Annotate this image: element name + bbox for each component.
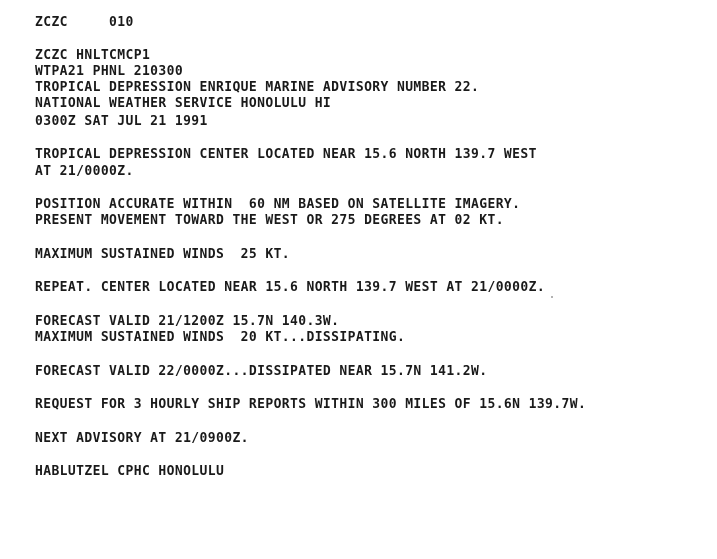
center-location-line: TROPICAL DEPRESSION CENTER LOCATED NEAR 15.6 NORTH 139.7 WEST: [35, 147, 537, 162]
repeat-center-line: REPEAT. CENTER LOCATED NEAR 15.6 NORTH 139.7 WEST AT 21/0000Z.: [35, 280, 546, 295]
present-movement-line: PRESENT MOVEMENT TOWARD THE WEST OR 275 DEGREES AT 02 KT.: [35, 213, 504, 228]
forecast-12h-line: FORECAST VALID 21/1200Z 15.7N 140.3W.: [35, 314, 340, 329]
paper-speck: [551, 296, 553, 298]
center-location-time: AT 21/0000Z.: [35, 164, 134, 179]
header-wmo-line: WTPA21 PHNL 210300: [35, 64, 184, 79]
forecast-12h-winds-line: MAXIMUM SUSTAINED WINDS 20 KT...DISSIPATING.: [35, 330, 406, 345]
header-station-line: ZCZC HNLTCMCP1: [35, 48, 151, 63]
next-advisory-line: NEXT ADVISORY AT 21/0900Z.: [35, 431, 249, 446]
issuing-office: NATIONAL WEATHER SERVICE HONOLULU HI: [35, 96, 332, 111]
issue-time: 0300Z SAT JUL 21 1991: [35, 114, 208, 129]
forecast-24h-line: FORECAST VALID 22/0000Z...DISSIPATED NEAR 15.7N 141.2W.: [35, 364, 488, 379]
forecaster-signoff: HABLUTZEL CPHC HONOLULU: [35, 464, 225, 479]
advisory-title: TROPICAL DEPRESSION ENRIQUE MARINE ADVISORY NUMBER 22.: [35, 80, 480, 95]
header-code-line: ZCZC 010: [35, 15, 134, 30]
max-winds-line: MAXIMUM SUSTAINED WINDS 25 KT.: [35, 247, 291, 262]
ship-reports-request: REQUEST FOR 3 HOURLY SHIP REPORTS WITHIN 300 MILES OF 15.6N 139.7W.: [35, 397, 587, 412]
position-accuracy-line: POSITION ACCURATE WITHIN 60 NM BASED ON SATELLITE IMAGERY.: [35, 197, 521, 212]
